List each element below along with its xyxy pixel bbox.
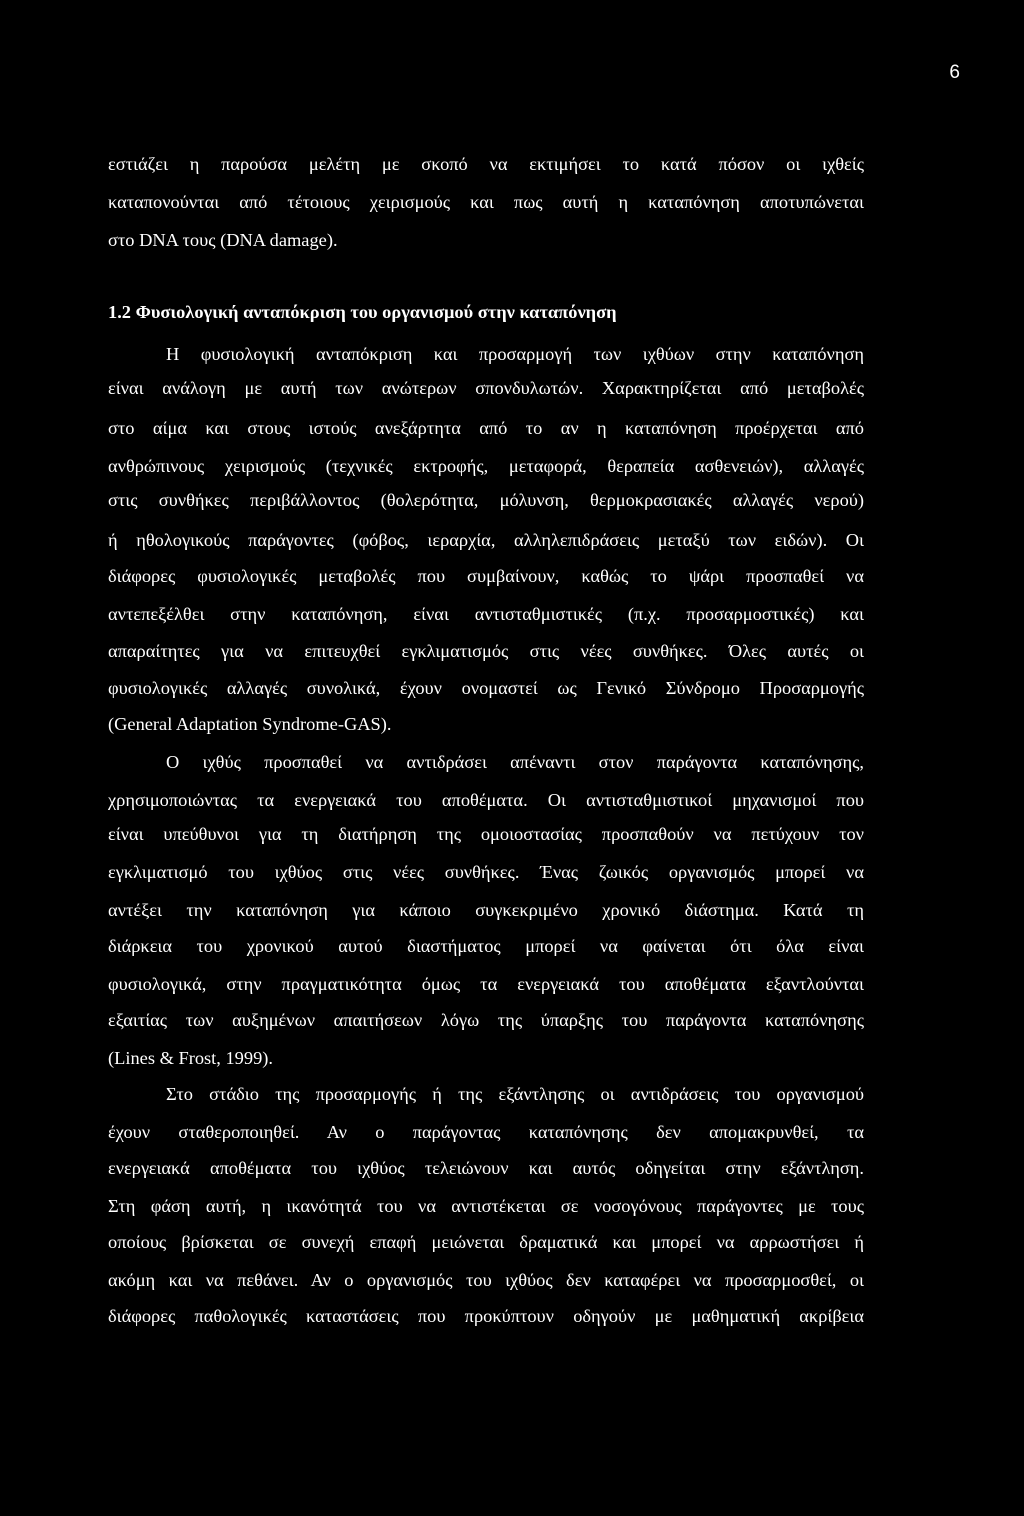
text-line: χρησιμοποιώντας τα ενεργειακά του αποθέματα. Οι αντισταθμιστικοί μηχανισμοί που (108, 790, 864, 810)
text-line: είναι υπεύθυνοι για τη διατήρηση της ομοιοστασίας προσπαθούν να πετύχουν τον (108, 824, 864, 844)
text-line: έχουν σταθεροποιηθεί. Αν ο παράγοντας καταπόνησης δεν απομακρυνθεί, τα (108, 1122, 864, 1142)
text-line: διάφορες φυσιολογικές μεταβολές που συμβαίνουν, καθώς το ψάρι προσπαθεί να (108, 566, 864, 586)
text-line: στις συνθήκες περιβάλλοντος (θολερότητα, μόλυνση, θερμοκρασιακές αλλαγές νερού) (108, 490, 864, 510)
text-line: στο αίμα και στους ιστούς ανεξάρτητα από το αν η καταπόνηση προέρχεται από (108, 418, 864, 438)
text-line: διάφορες παθολογικές καταστάσεις που προκύπτουν οδηγούν με μαθηματική ακρίβεια (108, 1306, 864, 1326)
text-line: είναι ανάλογη με αυτή των ανώτερων σπονδυλωτών. Χαρακτηρίζεται από μεταβολές (108, 378, 864, 398)
section-heading: 1.2 Φυσιολογική ανταπόκριση του οργανισμού στην καταπόνηση (108, 302, 617, 322)
text-line: διάρκεια του χρονικού αυτού διαστήματος μπορεί να φαίνεται ότι όλα είναι (108, 936, 864, 956)
text-line: καταπονούνται από τέτοιους χειρισμούς και πως αυτή η καταπόνηση αποτυπώνεται (108, 192, 864, 212)
text-line: ενεργειακά αποθέματα του ιχθύος τελειώνουν και αυτός οδηγείται στην εξάντληση. (108, 1158, 864, 1178)
text-line: απαραίτητες για να επιτευχθεί εγκλιματισμός στις νέες συνθήκες. Όλες αυτές οι (108, 641, 864, 661)
text-line: ανθρώπινους χειρισμούς (τεχνικές εκτροφής, μεταφορά, θεραπεία ασθενειών), αλλαγές (108, 456, 864, 476)
text-line: εγκλιματισμό του ιχθύος στις νέες συνθήκες. Ένας ζωικός οργανισμός μπορεί να (108, 862, 864, 882)
text-line: Στο στάδιο της προσαρμογής ή της εξάντλησης οι αντιδράσεις του οργανισμού (166, 1084, 864, 1104)
page-number: 6 (949, 62, 960, 83)
text-line: ή ηθολογικούς παράγοντες (φόβος, ιεραρχία, αλληλεπιδράσεις μεταξύ των ειδών). Οι (108, 530, 864, 550)
text-line: Η φυσιολογική ανταπόκριση και προσαρμογή των ιχθύων στην καταπόνηση (166, 344, 864, 364)
text-line: Ο ιχθύς προσπαθεί να αντιδράσει απέναντι στον παράγοντα καταπόνησης, (166, 752, 864, 772)
text-line: (General Adaptation Syndrome-GAS). (108, 714, 392, 734)
text-line: οποίους βρίσκεται σε συνεχή επαφή μειώνεται δραματικά και μπορεί να αρρωστήσει ή (108, 1232, 864, 1252)
text-line: (Lines & Frost, 1999). (108, 1048, 273, 1068)
text-line: εστιάζει η παρούσα μελέτη με σκοπό να εκτιμήσει το κατά πόσον οι ιχθείς (108, 154, 864, 174)
text-line: φυσιολογικές αλλαγές συνολικά, έχουν ονομαστεί ως Γενικό Σύνδρομο Προσαρμογής (108, 678, 864, 698)
text-line: αντέξει την καταπόνηση για κάποιο συγκεκριμένο χρονικό διάστημα. Κατά τη (108, 900, 864, 920)
text-line: ακόμη και να πεθάνει. Αν ο οργανισμός του ιχθύος δεν καταφέρει να προσαρμοσθεί, οι (108, 1270, 864, 1290)
text-line: φυσιολογικά, στην πραγματικότητα όμως τα ενεργειακά του αποθέματα εξαντλούνται (108, 974, 864, 994)
text-line: αντεπεξέλθει στην καταπόνηση, είναι αντισταθμιστικές (π.χ. προσαρμοστικές) και (108, 604, 864, 624)
text-line: στο DNA τους (DNA damage). (108, 230, 338, 250)
text-line: εξαιτίας των αυξημένων απαιτήσεων λόγω της ύπαρξης του παράγοντα καταπόνησης (108, 1010, 864, 1030)
text-line: Στη φάση αυτή, η ικανότητά του να αντιστέκεται σε νοσογόνους παράγοντες με τους (108, 1196, 864, 1216)
